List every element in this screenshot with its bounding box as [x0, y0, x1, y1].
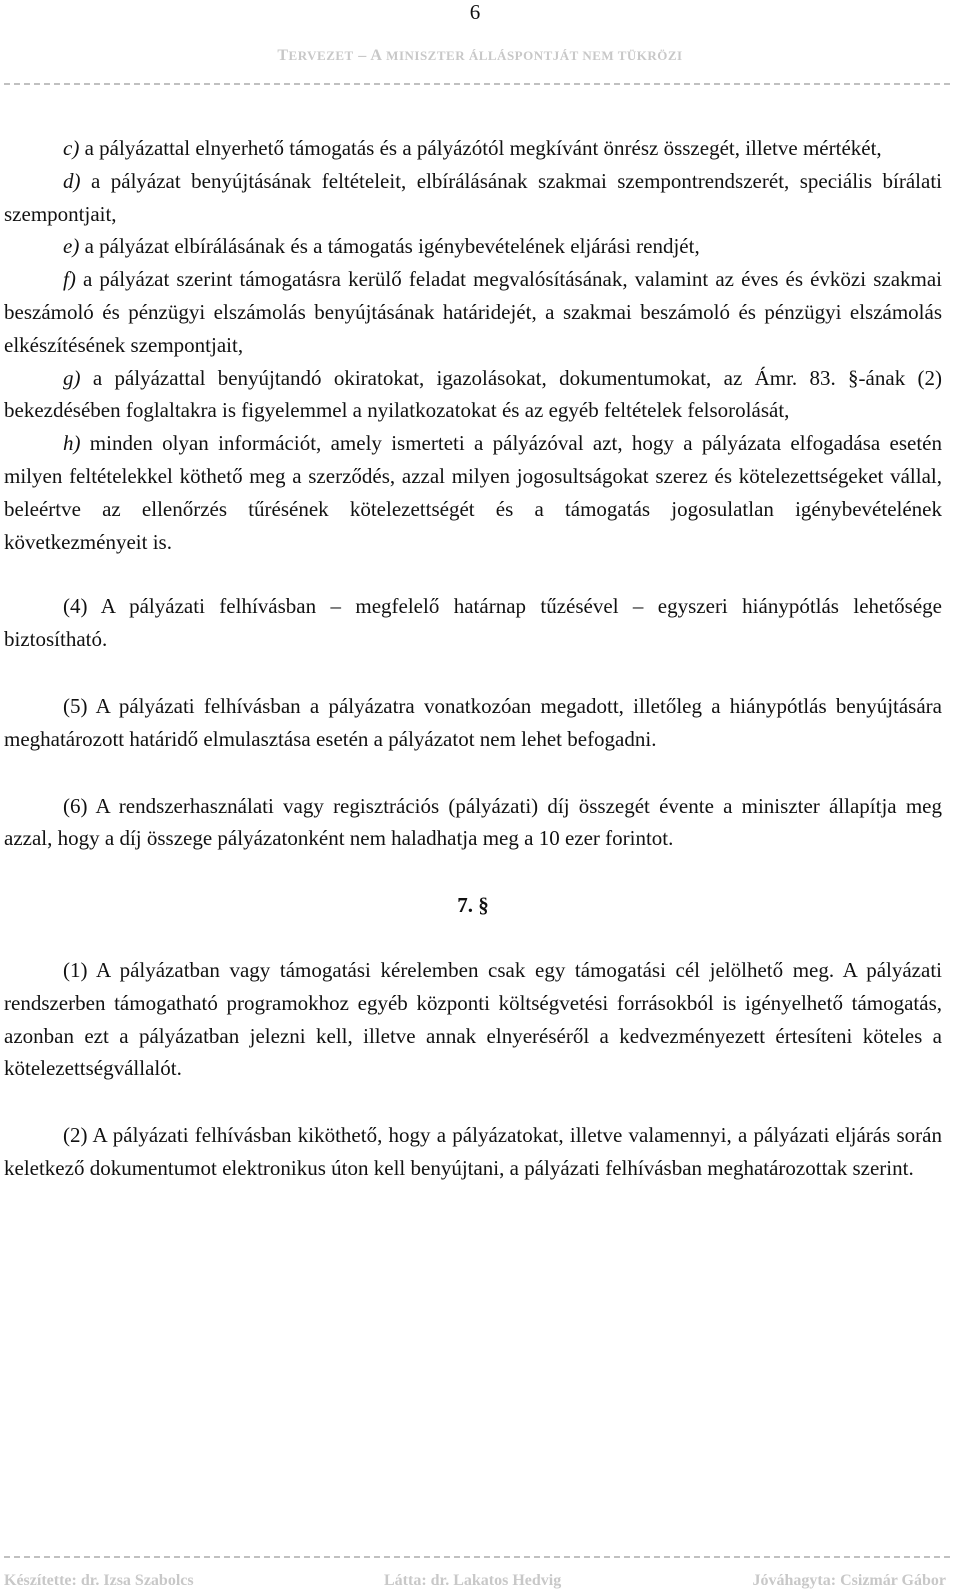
item-g	[4, 362, 942, 428]
header-title-small-2: MINISZTER ÁLLÁSPONTJÁT NEM TÜKRÖZI	[382, 48, 683, 63]
item-h	[4, 427, 942, 558]
item-d-label: d)	[63, 168, 81, 193]
header-title-dash: –	[353, 47, 371, 64]
paragraph-5: (5) A pályázati felhívásban a pályázatra vonatkozóan megadott, illetőleg a hiánypótlás benyújtására meghatározott határidő elmulasztása esetén a pályázatot nem lehet befogadni.	[4, 693, 942, 751]
section-7-paragraph-2: (2) A pályázati felhívásban kiköthető, hogy a pályázatokat, illetve valamennyi, a pályázati eljárás során keletkező dokumentumot elektronikus úton kell benyújtani, a pályázati felhívásban meghatározottak szerint.	[4, 1123, 942, 1180]
item-d	[4, 165, 942, 231]
header-title-initial-2: A	[370, 47, 383, 64]
item-e-text: a pályázat elbírálásának és a támogatás igénybevételének eljárási rendjét,	[79, 234, 700, 259]
footer-prepared-by: Készítette: dr. Izsa Szabolcs	[4, 1572, 194, 1589]
item-e	[4, 230, 942, 263]
item-f	[4, 263, 942, 361]
footer-approved-by: Jóváhagyta: Csizmár Gábor	[752, 1572, 946, 1589]
item-f-label: f)	[63, 267, 76, 292]
header-title	[0, 47, 960, 65]
item-c-label: c)	[63, 136, 80, 160]
item-h-label: h)	[63, 431, 81, 456]
header-title-initial-1: T	[277, 47, 289, 64]
paragraph-6: (6) A rendszerhasználati vagy regisztrációs (pályázati) díj összegét évente a miniszter állapítja meg azzal, hogy a díj összege pályázatonként nem haladhatja meg a 10 ezer forintot.	[4, 793, 942, 851]
item-c-text: a pályázattal elnyerhető támogatás és a pályázótól megkívánt önrész összegét, illetve mértékét,	[79, 136, 882, 160]
item-e-label: e)	[63, 234, 80, 259]
header-divider	[4, 83, 950, 85]
document-body	[4, 132, 942, 1185]
item-f-text: a pályázat szerint támogatásra kerülő feladat megvalósításának, valamint az éves és évközi szakmai beszámoló és pénzügyi elszámolás benyújtásának határidejét, a szakmai beszámoló és pénzügyi elszámolás elkészítésének szempontjait,	[4, 267, 942, 357]
footer	[0, 1572, 960, 1593]
paragraph-4: (4) A pályázati felhívásban – megfelelő határnap tűzésével – egyszeri hiánypótlás lehetősége biztosítható.	[4, 594, 942, 652]
footer-divider	[4, 1556, 950, 1558]
item-g-text: a pályázattal benyújtandó okiratokat, igazolásokat, dokumentumokat, az Ámr. 83. §-ának (2) bekezdésében foglaltakra is figyelemmel a nyilatkozatokat és az egyéb feltételek felsorolását,	[4, 365, 942, 423]
page-number: 6	[469, 0, 481, 24]
section-heading: 7. §	[457, 893, 489, 918]
section-7-paragraph-1: (1) A pályázatban vagy támogatási kérelemben csak egy támogatási cél jelölhető meg. A pályázati rendszerben támogatható programokhoz egyéb központi költségvetési forrásokból is igényelhető támogatás, azonban ezt a pályázatban jelezni kell, illetve annak elnyeréséről a kedvezményezett értesíteni köteles a kötelezettségvállalót.	[4, 957, 942, 1081]
footer-seen-by: Látta: dr. Lakatos Hedvig	[384, 1572, 562, 1589]
item-h-text: minden olyan információt, amely ismerteti a pályázóval azt, hogy a pályázata elfogadása esetén milyen feltételekkel köthető meg a szerződés, azzal milyen jogosultságokat szerez és kötelezettségeket vállal, beleértve az ellenőrzés tűrésének kötelezettségét és a támogatás jogosulatlan igénybevételének következményeit is.	[4, 431, 942, 554]
item-d-text: a pályázat benyújtásának feltételeit, elbírálásának szakmai szempontrendszerét, speciális bírálati szempontjait,	[4, 168, 942, 226]
item-g-label: g)	[63, 365, 81, 390]
item-c	[4, 132, 942, 165]
header-title-small-1: ERVEZET	[288, 48, 354, 63]
